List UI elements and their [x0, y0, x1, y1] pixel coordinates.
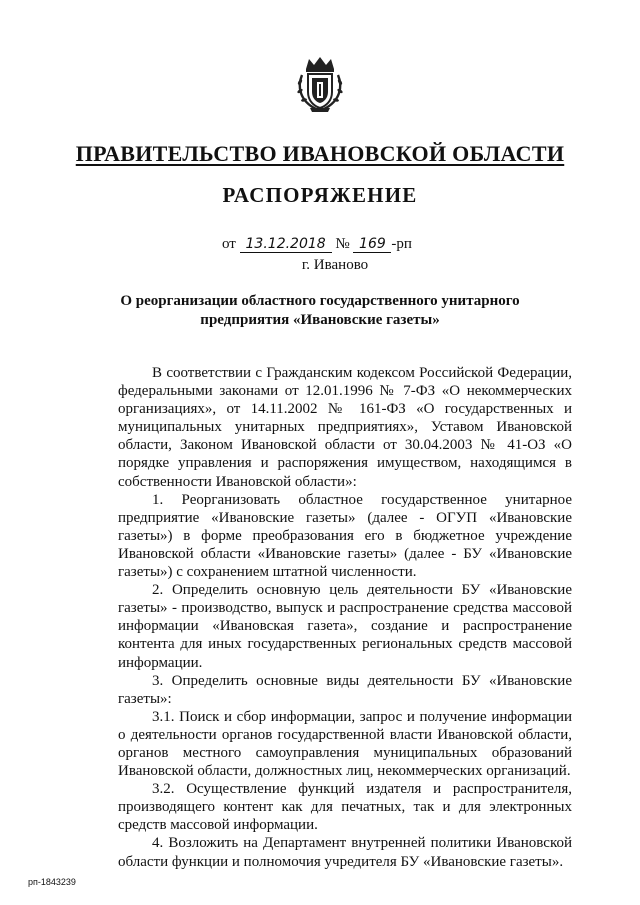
document-date: 13.12.2018 — [240, 236, 332, 253]
preamble-paragraph: В соответствии с Гражданским кодексом Российской Федерации, федеральными законами от 12.01.1996 № 7-ФЗ «О некоммерческих организациях», от 14.11.2002 № 161-ФЗ «О государственных и муниципальных унитарных предприятиях», Уставом Ивановской области, Законом Ивановской области от 30.04.2003 № 41-ОЗ «О порядке управления и распоряжения имуществом, находящимся в собственности Ивановской области»: — [118, 365, 572, 490]
number-suffix: -рп — [391, 236, 412, 252]
clause-3-2: 3.2. Осуществление функций издателя и распространителя, производящего контент как для печатных, так и для электронных средств массовой информации. — [118, 781, 572, 834]
clause-3: 3. Определить основные виды деятельности БУ «Ивановские газеты»: — [118, 672, 572, 707]
clause-3-1: 3.1. Поиск и сбор информации, запрос и получение информации о деятельности органов государственной власти Ивановской области, органов местного самоуправления муниципальных образований Ивановской области, должностных лиц, некоммерческих организаций. — [118, 708, 572, 780]
document-number: 169 — [353, 236, 391, 253]
date-prefix: от — [222, 236, 236, 252]
ivanovo-coat-of-arms-icon — [296, 55, 344, 113]
city: г. Иваново — [301, 257, 369, 273]
clause-1: 1. Реорганизовать областное государственное унитарное предприятие «Ивановские газеты» (далее - ОГУП «Ивановские газеты») в форме преобразования его в бюджетное учреждение Ивановской области «Ивановские газеты» (далее - БУ «Ивановские газеты») с сохранением штатной численности. — [118, 491, 572, 581]
government-title: ПРАВИТЕЛЬСТВО ИВАНОВСКОЙ ОБЛАСТИ — [75, 141, 565, 166]
document-body — [118, 364, 572, 871]
clause-2: 2. Определить основную цель деятельности БУ «Ивановские газеты» - производство, выпуск и распространение средства массовой информации «Ивановская газета», создание и распространение контента для иных государственных региональных средств массовой информации. — [118, 582, 572, 671]
number-sign: № — [335, 236, 350, 252]
document-type: РАСПОРЯЖЕНИЕ — [222, 183, 418, 207]
registration-line — [222, 236, 412, 253]
document-subject: О реорганизации областного государственного унитарного предприятия «Ивановские газеты» — [120, 293, 520, 328]
footer-code: рп-1843239 — [28, 877, 76, 887]
clause-4: 4. Возложить на Департамент внутренней политики Ивановской области функции и полномочия учредителя БУ «Ивановские газеты». — [118, 835, 572, 870]
